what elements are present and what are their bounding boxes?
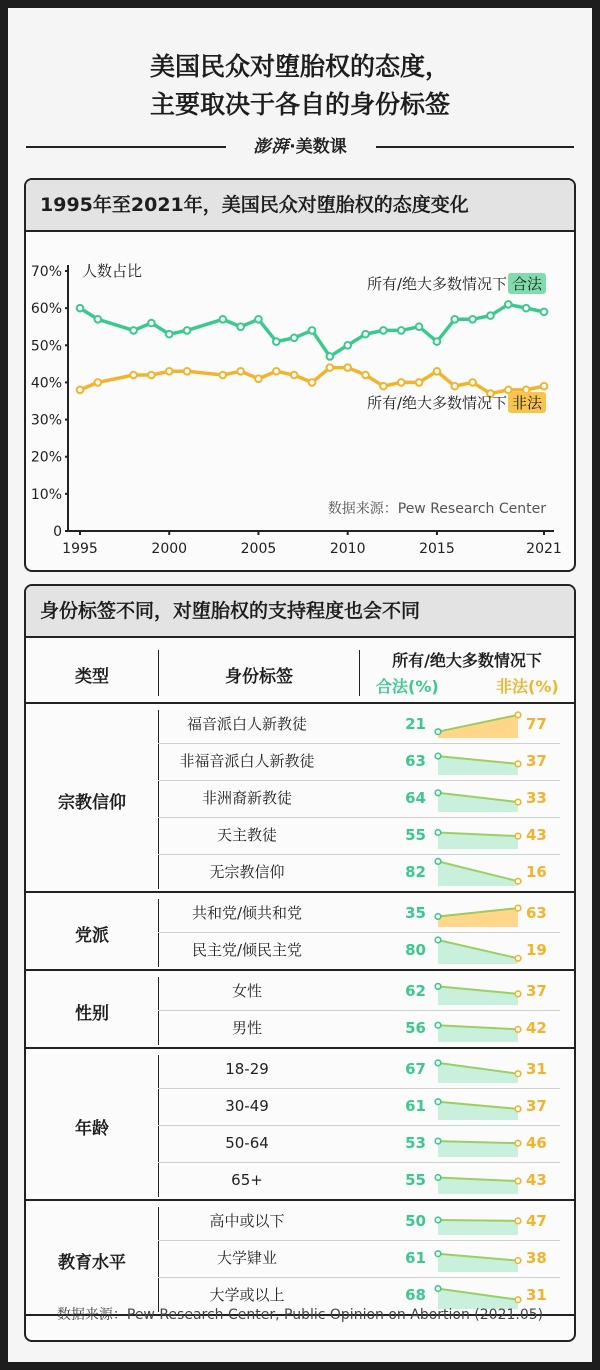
- table-row: [158, 1010, 556, 1047]
- trend-chart-heading: 1995年至2021年，美国民众对堕胎权的态度变化: [26, 180, 574, 232]
- data-point: [166, 368, 173, 375]
- group-label: 年龄: [75, 1119, 109, 1139]
- table-row: [158, 932, 556, 969]
- data-point: [541, 383, 548, 390]
- table-row: [158, 743, 556, 780]
- data-point: [130, 327, 137, 334]
- data-point: [255, 316, 262, 323]
- illegal-value: 43: [526, 826, 547, 844]
- col-header-type: 类型: [75, 667, 109, 687]
- slope-mark: [434, 817, 522, 854]
- slope-start-point: [435, 1217, 441, 1223]
- data-point: [309, 379, 316, 386]
- legal-value: 64: [405, 789, 426, 807]
- slope-start-point: [435, 1251, 441, 1257]
- slope-end-point: [515, 833, 521, 839]
- identity-table: [26, 586, 574, 1340]
- table-group: [26, 895, 574, 971]
- data-point: [291, 372, 298, 379]
- data-point: [398, 379, 405, 386]
- slope-line: [438, 1220, 518, 1221]
- group-label: 宗教信仰: [58, 792, 126, 813]
- legal-series-label-prefix: 所有/绝大多数情况下: [366, 275, 507, 293]
- illegal-value: 31: [526, 1286, 547, 1304]
- brand-row: [26, 136, 574, 158]
- slope-end-point: [515, 1027, 521, 1033]
- slope-end-point: [515, 712, 521, 718]
- table-row: [158, 1125, 556, 1162]
- data-point: [166, 331, 173, 338]
- y-tick-label: 10%: [30, 486, 62, 503]
- slope-mark: [434, 932, 522, 969]
- row-label: 福音派白人新教徒: [186, 715, 307, 733]
- table-row: [158, 1240, 556, 1277]
- data-point: [541, 309, 548, 316]
- slope-end-point: [515, 1258, 521, 1264]
- data-point: [273, 368, 280, 375]
- data-point: [237, 368, 244, 375]
- data-point: [416, 379, 423, 386]
- data-point: [219, 316, 226, 323]
- illegal-series-label: [367, 392, 546, 413]
- illegal-value: 77: [526, 715, 547, 733]
- legal-series-label-tag: 合法: [511, 275, 543, 293]
- illegal-value: 37: [526, 982, 547, 1000]
- x-tick-label: 1995: [62, 541, 98, 557]
- row-label: 大学或以上: [209, 1286, 285, 1304]
- data-point: [184, 368, 191, 375]
- slope-end-point: [515, 1106, 521, 1112]
- data-point: [487, 312, 494, 319]
- slope-start-point: [435, 753, 441, 759]
- data-point: [95, 379, 102, 386]
- brand-dot: ·: [289, 137, 296, 157]
- trend-chart-card: [24, 178, 576, 572]
- data-point: [327, 353, 334, 360]
- slope-mark: [434, 1051, 522, 1088]
- legal-value: 61: [405, 1097, 426, 1115]
- infographic-frame: [8, 8, 592, 1362]
- data-point: [380, 383, 387, 390]
- table-row: [158, 1051, 556, 1088]
- page-title: [8, 48, 592, 124]
- slope-start-point: [435, 1138, 441, 1144]
- data-point: [362, 331, 369, 338]
- slope-end-point: [515, 991, 521, 997]
- table-group: [26, 706, 574, 893]
- slope-start-point: [435, 1175, 441, 1181]
- data-point: [184, 327, 191, 334]
- data-point: [219, 372, 226, 379]
- illegal-value: 16: [526, 863, 547, 881]
- data-point: [398, 327, 405, 334]
- title-line-1: 美国民众对堕胎权的态度，: [149, 52, 450, 81]
- x-tick-label: 2010: [329, 541, 366, 557]
- table-row: [158, 854, 556, 891]
- slope-mark: [434, 973, 522, 1010]
- legal-value: 61: [405, 1249, 426, 1267]
- y-tick-label: 50%: [30, 338, 62, 355]
- legal-value: 35: [405, 904, 426, 922]
- x-tick-label: 2021: [526, 541, 562, 557]
- table-header: [26, 642, 574, 704]
- x-tick-label: 2000: [151, 541, 188, 557]
- title-line-2: 主要取决于各自的身份标签: [149, 90, 450, 119]
- legal-value: 55: [405, 1171, 426, 1189]
- table-row: [158, 1088, 556, 1125]
- legal-value: 68: [405, 1286, 426, 1304]
- illegal-value: 43: [526, 1171, 547, 1189]
- illegal-value: 19: [526, 941, 547, 959]
- y-tick-label: 70%: [30, 264, 62, 280]
- illegal-value: 33: [526, 789, 547, 807]
- group-label: 党派: [75, 926, 109, 946]
- table-row: [158, 780, 556, 817]
- slope-area: [438, 756, 518, 775]
- legal-value: 56: [405, 1019, 426, 1037]
- data-point: [95, 316, 102, 323]
- legal-value: 21: [405, 715, 426, 733]
- data-point: [451, 383, 458, 390]
- slope-start-point: [435, 729, 441, 735]
- data-point: [309, 327, 316, 334]
- illegal-value: 37: [526, 752, 547, 770]
- table-group: [26, 1203, 574, 1316]
- slope-end-point: [515, 1297, 521, 1303]
- legal-value: 67: [405, 1060, 426, 1078]
- slope-mark: [434, 854, 522, 891]
- slope-end-point: [515, 1140, 521, 1146]
- illegal-series-label-prefix: 所有/绝大多数情况下: [366, 394, 507, 412]
- x-tick-label: 2015: [419, 541, 455, 557]
- data-point: [291, 335, 298, 342]
- table-row: [158, 706, 556, 743]
- table-row: [158, 817, 556, 854]
- data-point: [451, 316, 458, 323]
- table-group: [26, 1051, 574, 1201]
- slope-start-point: [435, 914, 441, 920]
- trend-line-chart: [26, 180, 574, 570]
- col-header-values: 所有/绝大多数情况下: [392, 651, 542, 670]
- x-tick-label: 2005: [240, 541, 277, 557]
- table-row: [158, 1203, 556, 1240]
- legal-value: 50: [405, 1212, 426, 1230]
- illegal-series-label-tag: 非法: [511, 394, 543, 412]
- row-label: 大学肄业: [216, 1249, 277, 1267]
- brand-logo: [26, 136, 574, 158]
- data-point: [344, 364, 351, 371]
- slope-mark: [434, 1010, 522, 1047]
- col-header-legal: 合法(%): [376, 677, 439, 696]
- row-label: 男性: [231, 1019, 262, 1037]
- y-tick-label: 40%: [30, 375, 62, 392]
- row-label: 无宗教信仰: [209, 863, 285, 881]
- identity-table-card: [24, 584, 576, 1342]
- slope-start-point: [435, 1060, 441, 1066]
- trend-source: 数据来源：Pew Research Center: [327, 501, 546, 517]
- row-label: 高中或以下: [209, 1212, 285, 1230]
- slope-end-point: [515, 905, 521, 911]
- legal-value: 80: [405, 941, 426, 959]
- legal-value: 63: [405, 752, 426, 770]
- col-header-illegal: 非法(%): [496, 677, 559, 696]
- slope-end-point: [515, 1071, 521, 1077]
- row-label: 18-29: [225, 1060, 269, 1078]
- slope-mark: [434, 706, 522, 743]
- data-point: [77, 387, 84, 394]
- y-tick-label: 30%: [30, 412, 62, 429]
- data-point: [273, 338, 280, 345]
- slope-mark: [434, 743, 522, 780]
- data-point: [416, 323, 423, 330]
- data-point: [130, 372, 137, 379]
- slope-end-point: [515, 1218, 521, 1224]
- data-point: [469, 316, 476, 323]
- slope-end-point: [515, 878, 521, 884]
- table-row: [158, 973, 556, 1010]
- col-header-label: 身份标签: [225, 667, 293, 687]
- legal-value: 53: [405, 1134, 426, 1152]
- brand-name: 美数课: [295, 137, 347, 157]
- slope-mark: [434, 1240, 522, 1277]
- illegal-value: 38: [526, 1249, 547, 1267]
- group-label: 性别: [75, 1004, 109, 1024]
- identity-table-heading: 身份标签不同，对堕胎权的支持程度也会不同: [26, 586, 574, 638]
- slope-mark: [434, 1203, 522, 1240]
- data-point: [362, 372, 369, 379]
- row-label: 女性: [231, 982, 262, 1000]
- illegal-value: 46: [526, 1134, 547, 1152]
- data-point: [469, 379, 476, 386]
- illegal-value: 37: [526, 1097, 547, 1115]
- row-label: 30-49: [225, 1097, 269, 1115]
- data-point: [327, 364, 334, 371]
- slope-area: [438, 793, 518, 812]
- data-point: [344, 342, 351, 349]
- slope-area: [438, 908, 518, 927]
- slope-mark: [434, 1162, 522, 1199]
- slope-start-point: [435, 790, 441, 796]
- row-label: 天主教徒: [216, 826, 277, 844]
- data-point: [77, 305, 84, 312]
- slope-start-point: [435, 984, 441, 990]
- slope-start-point: [435, 859, 441, 865]
- slope-start-point: [435, 1099, 441, 1105]
- slope-start-point: [435, 830, 441, 836]
- legal-value: 82: [405, 863, 426, 881]
- slope-mark: [434, 1088, 522, 1125]
- group-label: 教育水平: [58, 1252, 126, 1273]
- bottom-source: 数据来源：Pew Research Center, Public Opinion on Abortion (2021.05): [56, 1307, 544, 1323]
- data-point: [237, 323, 244, 330]
- slope-area: [438, 1220, 518, 1235]
- y-tick-label: 20%: [30, 449, 62, 466]
- slope-start-point: [435, 1286, 441, 1292]
- data-point: [434, 368, 441, 375]
- data-point: [148, 320, 155, 327]
- row-label: 非福音派白人新教徒: [179, 752, 315, 770]
- row-label: 50-64: [225, 1134, 269, 1152]
- brand-logo-mark: 澎湃: [253, 137, 290, 157]
- data-point: [255, 375, 262, 382]
- slope-mark: [434, 780, 522, 817]
- legal-series-label: [367, 273, 546, 294]
- slope-start-point: [435, 937, 441, 943]
- row-label: 共和党/倾共和党: [191, 904, 303, 922]
- row-label: 65+: [231, 1171, 263, 1189]
- slope-end-point: [515, 799, 521, 805]
- slope-mark: [434, 1125, 522, 1162]
- legal-value: 55: [405, 826, 426, 844]
- table-group: [26, 973, 574, 1049]
- illegal-value: 47: [526, 1212, 547, 1230]
- table-row: [158, 1162, 556, 1199]
- data-point: [148, 372, 155, 379]
- slope-end-point: [515, 956, 521, 962]
- slope-end-point: [515, 761, 521, 767]
- table-row: [158, 895, 556, 932]
- slope-mark: [434, 895, 522, 932]
- data-point: [380, 327, 387, 334]
- legal-value: 62: [405, 982, 426, 1000]
- row-label: 非洲裔新教徒: [201, 789, 292, 807]
- y-axis-title: 人数占比: [82, 262, 143, 280]
- data-point: [505, 301, 512, 308]
- data-point: [434, 338, 441, 345]
- row-label: 民主党/倾民主党: [191, 941, 303, 959]
- illegal-value: 42: [526, 1019, 547, 1037]
- data-point: [523, 305, 530, 312]
- slope-start-point: [435, 1022, 441, 1028]
- y-tick-label: 60%: [30, 301, 62, 318]
- illegal-value: 63: [526, 904, 547, 922]
- slope-end-point: [515, 1178, 521, 1184]
- illegal-value: 31: [526, 1060, 547, 1078]
- y-tick-label: 0: [53, 524, 62, 540]
